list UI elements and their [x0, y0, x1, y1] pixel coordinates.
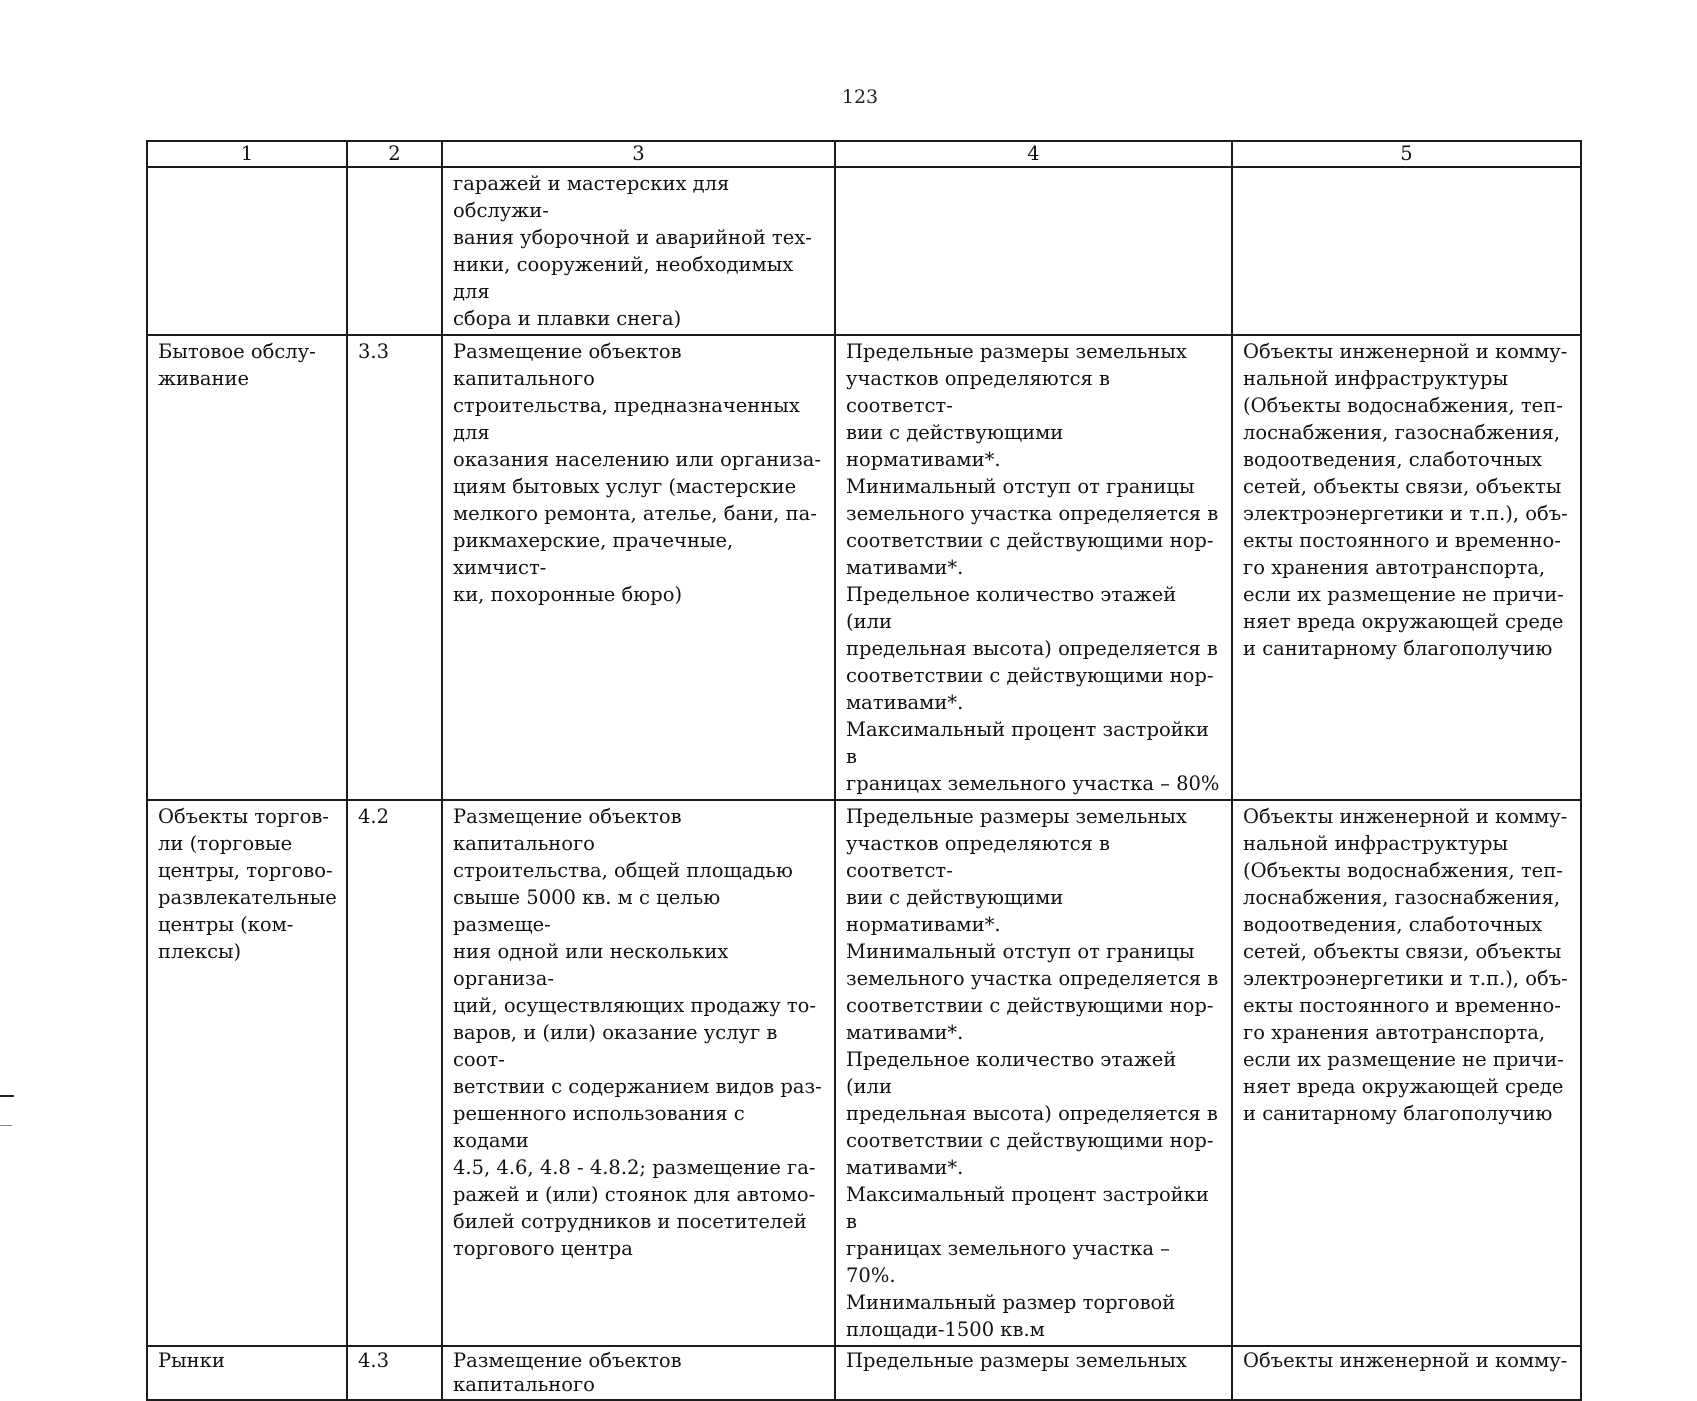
- table-header-row: [147, 141, 1581, 167]
- use-code-cell: 4.3: [347, 1346, 442, 1400]
- margin-mark: [0, 1095, 14, 1097]
- margin-mark: [0, 1125, 12, 1126]
- use-name-cell: Бытовое обслу- живание: [147, 335, 347, 800]
- column-header-4: 4: [835, 141, 1232, 167]
- auxiliary-uses-cell: Объекты инженерной и комму- нальной инфраструктуры (Объекты водоснабжения, теп- лоснабжения, газоснабжения, водоотведения, слаботочных сетей, объекты связи, объекты электроэнергетики и т.п.), объ- екты постоянного и временно- го хранения автотранспорта, если их размещение не причи- няет вреда окружающей среде и санитарному благополучию: [1232, 335, 1581, 800]
- table-row: [147, 335, 1581, 800]
- use-name-cell: Рынки: [147, 1346, 347, 1400]
- table-row: [147, 1346, 1581, 1400]
- auxiliary-uses-cell: Объекты инженерной и комму-: [1232, 1346, 1581, 1400]
- auxiliary-uses-cell: Объекты инженерной и комму- нальной инфраструктуры (Объекты водоснабжения, теп- лоснабжения, газоснабжения, водоотведения, слаботочных сетей, объекты связи, объекты электроэнергетики и т.п.), объ- екты постоянного и временно- го хранения автотранспорта, если их размещение не причи- няет вреда окружающей среде и санитарному благополучию: [1232, 800, 1581, 1346]
- auxiliary-uses-cell: [1232, 167, 1581, 335]
- use-name-cell: [147, 167, 347, 335]
- parameters-cell: Предельные размеры земельных: [835, 1346, 1232, 1400]
- use-code-cell: 3.3: [347, 335, 442, 800]
- column-header-5: 5: [1232, 141, 1581, 167]
- parameters-cell: Предельные размеры земельных участков определяются в соответст- вии с действующими нормативами*. Минимальный отступ от границы земельного участка определяется в соответствии с действующими нор- мативами*. Предельное количество этажей (или предельная высота) определяется в соответствии с действующими нор- мативами*. Максимальный процент застройки в границах земельного участка – 80%: [835, 335, 1232, 800]
- use-description-cell: Размещение объектов капитального строительства, общей площадью свыше 5000 кв. м с целью размеще- ния одной или нескольких организа- ций, осуществляющих продажу то- варов, и (или) оказание услуг в соот- ветствии с содержанием видов раз- решенного использования с кодами 4.5, 4.6, 4.8 - 4.8.2; размещение га- ражей и (или) стоянок для автомо- билей сотрудников и посетителей торгового центра: [442, 800, 835, 1346]
- use-name-cell: Объекты торгов- ли (торговые центры, торгово- развлекательные центры (ком- плексы): [147, 800, 347, 1346]
- use-code-cell: [347, 167, 442, 335]
- column-header-3: 3: [442, 141, 835, 167]
- table-row: [147, 167, 1581, 335]
- parameters-cell: [835, 167, 1232, 335]
- use-code-cell: 4.2: [347, 800, 442, 1346]
- use-description-cell: гаражей и мастерских для обслужи- вания уборочной и аварийной тех- ники, сооружений, необходимых для сбора и плавки снега): [442, 167, 835, 335]
- zoning-table: [146, 140, 1582, 1401]
- table-row: [147, 800, 1581, 1346]
- parameters-cell: Предельные размеры земельных участков определяются в соответст- вии с действующими нормативами*. Минимальный отступ от границы земельного участка определяется в соответствии с действующими нор- мативами*. Предельное количество этажей (или предельная высота) определяется в соответствии с действующими нор- мативами*. Максимальный процент застройки в границах земельного участка – 70%. Минимальный размер торговой площади-1500 кв.м: [835, 800, 1232, 1346]
- page-number: 123: [841, 86, 879, 108]
- use-description-cell: Размещение объектов капитального строительства, предназначенных для оказания населению или организа- циям бытовых услуг (мастерские мелкого ремонта, ателье, бани, па- рикмахерские, прачечные, химчист- ки, похоронные бюро): [442, 335, 835, 800]
- use-description-cell: Размещение объектов капитального: [442, 1346, 835, 1400]
- column-header-1: 1: [147, 141, 347, 167]
- column-header-2: 2: [347, 141, 442, 167]
